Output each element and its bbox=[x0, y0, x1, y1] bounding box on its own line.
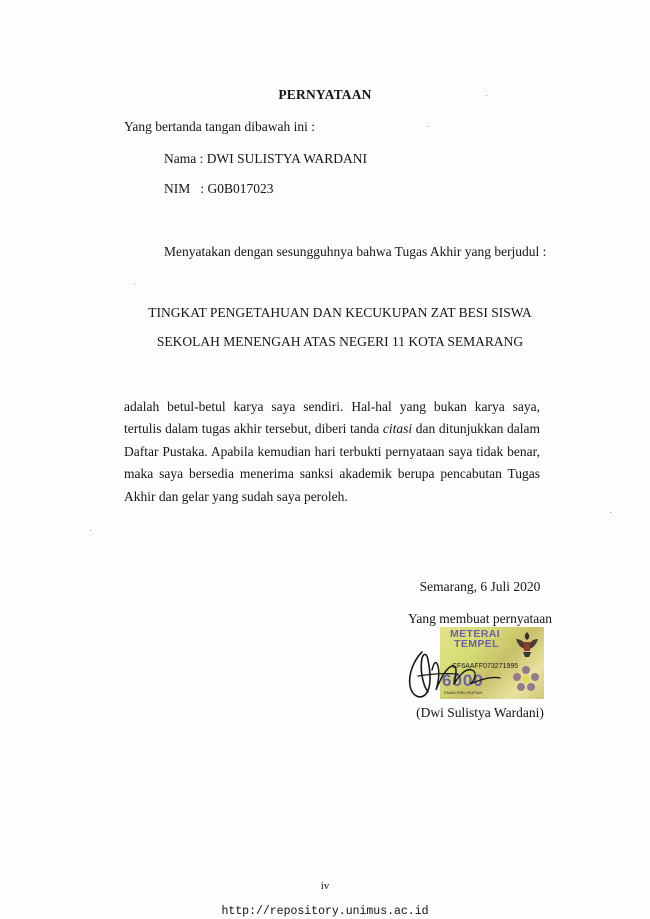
scan-speck bbox=[90, 530, 91, 531]
repository-url: http://repository.unimus.ac.id bbox=[221, 905, 429, 918]
stamp-title bbox=[450, 629, 500, 649]
stamp-serial: CF6AAFF073271995 bbox=[452, 663, 519, 670]
signer-name: (Dwi Sulistya Wardani) bbox=[416, 705, 544, 720]
scan-speck bbox=[134, 284, 135, 285]
garuda-emblem-icon bbox=[514, 629, 540, 659]
place-date: Semarang, 6 Juli 2020 bbox=[419, 579, 541, 594]
thesis-title-line-1: TINGKAT PENGETAHUAN DAN KECUKUPAN ZAT BESI SISWA bbox=[148, 305, 532, 320]
stamp-line-2: TEMPEL bbox=[454, 638, 499, 650]
paragraph-italic-citasi: citasi bbox=[382, 421, 413, 437]
scan-speck bbox=[428, 126, 429, 127]
name-line: Nama : DWI SULISTYA WARDANI bbox=[164, 151, 367, 166]
document-title: PERNYATAAN bbox=[278, 87, 372, 102]
paragraph-part-1: adalah betul-betul karya saya sendiri. Hal-hal yang bukan karya saya, tertulis dalam tugas akhir tersebut, diberi tanda bbox=[124, 399, 540, 437]
intro-text: Yang bertanda tangan dibawah ini : bbox=[124, 119, 315, 134]
nim-line: NIM : G0B017023 bbox=[164, 181, 274, 196]
signer-caption: Yang membuat pernyataan bbox=[407, 611, 553, 626]
declaration-paragraph bbox=[124, 396, 540, 508]
stamp-value-words: ENAM RIBU RUPIAH bbox=[444, 690, 483, 695]
stamp-value: 6000 bbox=[442, 671, 484, 690]
stamp-line-1: METERAI bbox=[450, 628, 501, 640]
page-number: iv bbox=[320, 880, 330, 892]
revenue-stamp bbox=[440, 627, 544, 699]
paragraph-part-2: dan ditunjukkan dalam Daftar Pustaka. Apabila kemudian hari terbukti pernyataan saya tidak benar, maka saya bersedia menerima sanksi akademik berupa pencabutan Tugas Akhir dan gelar yang sudah saya peroleh. bbox=[124, 421, 540, 504]
flower-ornament-icon bbox=[512, 665, 540, 693]
scan-speck bbox=[486, 95, 487, 96]
statement-text: Menyatakan dengan sesungguhnya bahwa Tugas Akhir yang berjudul : bbox=[164, 244, 547, 259]
scan-speck bbox=[610, 512, 611, 513]
thesis-title-line-2: SEKOLAH MENENGAH ATAS NEGERI 11 KOTA SEMARANG bbox=[156, 334, 524, 349]
